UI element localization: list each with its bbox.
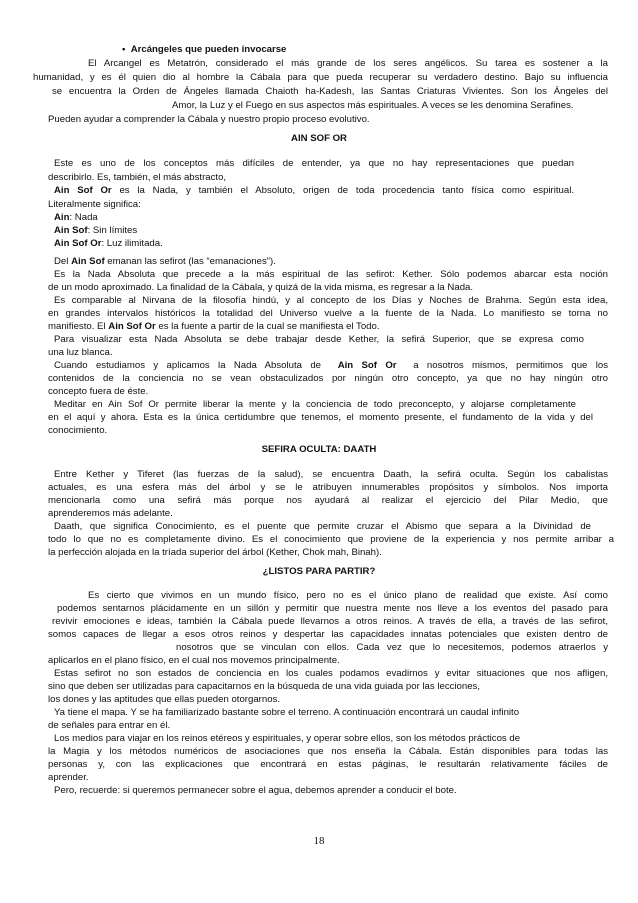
paragraph-line: actuales, es una esfera más del árbol y se le atribuyen innumerables propósitos y símbolos. Nos importa: [48, 482, 608, 493]
paragraph-line: Este es uno de los conceptos más difíciles de entender, ya que no hay representaciones que puedan: [54, 158, 574, 169]
paragraph-line: todo lo que no es completamente divino. Es el conocimiento que proviene de la experiencia y nos permite arribar a: [48, 534, 614, 545]
paragraph-line: Literalmente significa:: [48, 199, 141, 210]
paragraph-line: contenidos de la conciencia no se vean obstaculizados por ningún otro concepto, ya que no hay ningún otro: [48, 373, 608, 384]
definition-line: [54, 225, 137, 236]
section-heading: Arcángeles que pueden invocarse: [130, 44, 287, 55]
paragraph-line: una luz blanca.: [48, 347, 113, 358]
paragraph-line: se encuentra la Orden de Ángeles llamada Chaioth ha-Kadesh, las Santas Criaturas Vivientes. Son los Ángeles del: [52, 86, 608, 97]
text-span: Del: [54, 256, 72, 267]
paragraph-line: aprenderemos más adelante.: [48, 508, 173, 519]
paragraph-line: aplicarlos en el plano físico, en el cual nos movemos principalmente.: [48, 655, 340, 666]
paragraph-line: aprender.: [48, 772, 89, 783]
definition-line: [54, 238, 163, 249]
bold-term: Ain Sof: [54, 225, 88, 236]
paragraph-line: El Arcangel es Metatrón, considerado el más grande de los seres angélicos. Su tarea es sostener a la: [88, 58, 608, 69]
text-span: es la Nada, y también el Absoluto, origen de toda procedencia tanto física como espiritual.: [111, 185, 574, 196]
paragraph-line: revivir emociones e ideas, también la Cábala puede llevarnos a otros reinos. A través de ella, a través de las sefirot,: [52, 616, 608, 627]
paragraph-line: los dones y las aptitudes que ellas pueden otorgarnos.: [48, 694, 281, 705]
text-span: a nosotros mismos, permitimos que los: [404, 360, 608, 371]
paragraph-line: Los medios para viajar en los reinos etéreos y espirituales, y operar sobre ellos, son los métodos prácticos de: [54, 733, 521, 744]
section-heading: SEFIRA OCULTA: DAATH: [261, 444, 377, 455]
page-number: 18: [313, 835, 325, 847]
paragraph-line: humanidad, y es él quien dio al hombre la Cábala para que pueda recuperar su verdadero destino. Bajo su influencia: [33, 72, 608, 83]
bold-term: Ain Sof Or: [108, 321, 156, 332]
paragraph-line: [54, 360, 608, 372]
paragraph-line: en el aquí y ahora. Esta es la única certidumbre que tenemos, el momento presente, el fundamento de la vida y del: [48, 412, 593, 423]
paragraph-line: somos capaces de llegar a esos otros reinos y despertar las capacidades innatas potenciales que existen dentro de: [48, 629, 608, 640]
paragraph-line: Amor, la Luz y el Fuego en sus aspectos más espirituales. A veces se les denomina Serafines.: [172, 100, 574, 111]
paragraph-line: concepto fuera de éste.: [48, 386, 149, 397]
paragraph-line: [54, 256, 276, 267]
text-span: es la fuente a partir de la cual se manifiesta el Todo.: [155, 321, 380, 332]
paragraph-line: Es comparable al Nirvana de la filosofía hindú, y al concepto de los Días y Noches de Brahma. Según esta idea,: [54, 295, 608, 306]
paragraph-line: Pueden ayudar a comprender la Cábala y nuestro propio proceso evolutivo.: [48, 114, 370, 125]
paragraph-line: Es la Nada Absoluta que precede a la más espiritual de las sefirot: Kether. Sólo podemos abarcar esta noción: [54, 269, 608, 280]
bold-term: Ain: [54, 212, 70, 223]
bullet-heading: [122, 44, 286, 55]
paragraph-line: conocimiento.: [48, 425, 108, 436]
bullet-icon: •: [122, 44, 131, 55]
paragraph-line: Estas sefirot no son estados de conciencia en los cuales podamos evadirnos y evitar situaciones que nos afligen,: [54, 668, 608, 679]
definition-line: [54, 212, 98, 223]
paragraph-line: [48, 321, 380, 332]
paragraph-line: mencionarla como una sefirá más porque nos ayudará al realizar el ejercicio del Pilar Medio, que: [48, 495, 608, 506]
paragraph-line: de un modo aproximado. La finalidad de la Cábala, y quizá de la vida misma, es regresar a la Nada.: [48, 282, 474, 293]
text-span: Cuando estudiamos y aplicamos la Nada Absoluta de: [54, 360, 330, 371]
definition-text: : Sin límites: [87, 225, 138, 236]
definition-text: : Nada: [69, 212, 98, 223]
paragraph-line: personas y, con las explicaciones que encontrará en estas páginas, le resultarán relativamente fáciles de: [48, 759, 608, 770]
paragraph-line: Ya tiene el mapa. Y se ha familiarizado bastante sobre el terreno. A continuación encontrará un caudal infinito: [54, 707, 520, 718]
section-heading: AIN SOF OR: [291, 133, 347, 144]
text-span: emanan las sefirot (las “emanaciones”).: [104, 256, 276, 267]
paragraph-line: Meditar en Ain Sof Or permite liberar la mente y la conciencia de todo preconcepto, y alojarse completamente: [54, 399, 576, 410]
section-heading: ¿LISTOS PARA PARTIR?: [262, 566, 376, 577]
bold-term: Ain Sof Or: [54, 185, 112, 196]
text-span: manifiesto. El: [48, 321, 109, 332]
definition-text: : Luz ilimitada.: [101, 238, 163, 249]
paragraph-line: la perfección alojada en la tríada superior del árbol (Kether, Chok mah, Binah).: [48, 547, 382, 558]
paragraph-line: Pero, recuerde: si queremos permanecer sobre el agua, debemos aprender a conducir el bote.: [54, 785, 457, 796]
paragraph-line: Daath, que significa Conocimiento, es el puente que permite cruzar el Abismo que separa a la Divinidad de: [54, 521, 591, 532]
bold-term: Ain Sof Or: [337, 360, 397, 371]
bold-term: Ain Sof: [71, 256, 105, 267]
paragraph-line: describirlo. Es, también, el más abstracto,: [48, 172, 227, 183]
paragraph-line: en grandes intervalos históricos la totalidad del Universo vuelve a la fuente de la Nada. Lo manifiesto se torna no: [48, 308, 608, 319]
paragraph-line: Para visualizar esta Nada Absoluta se debe trabajar desde Kether, la sefirá Superior, que se expresa como: [54, 334, 584, 345]
paragraph-line: Entre Kether y Tiferet (las fuerzas de la salud), se encuentra Daath, la sefirá oculta. Según los cabalistas: [54, 469, 608, 480]
paragraph-line: la Magia y los métodos numéricos de asociaciones que nos enseña la Cábala. Están disponibles para todas las: [48, 746, 608, 757]
paragraph-line: podemos sentarnos plácidamente en un sillón y permitir que nuestra mente nos lleve a los eventos del pasado para: [57, 603, 608, 614]
paragraph-line: de señales para entrar en él.: [48, 720, 171, 731]
bold-term: Ain Sof Or: [54, 238, 102, 249]
paragraph-line: sino que deben ser utilizadas para capacitarnos en la búsqueda de una vida guiada por las lecciones,: [48, 681, 481, 692]
paragraph-line: [54, 185, 574, 197]
paragraph-line: nosotros que se vinculan con ellos. Cada vez que lo necesitemos, podemos atraerlos y: [176, 642, 608, 653]
paragraph-line: Es cierto que vivimos en un mundo físico, pero no es el único plano de realidad que existe. Así como: [88, 590, 608, 601]
